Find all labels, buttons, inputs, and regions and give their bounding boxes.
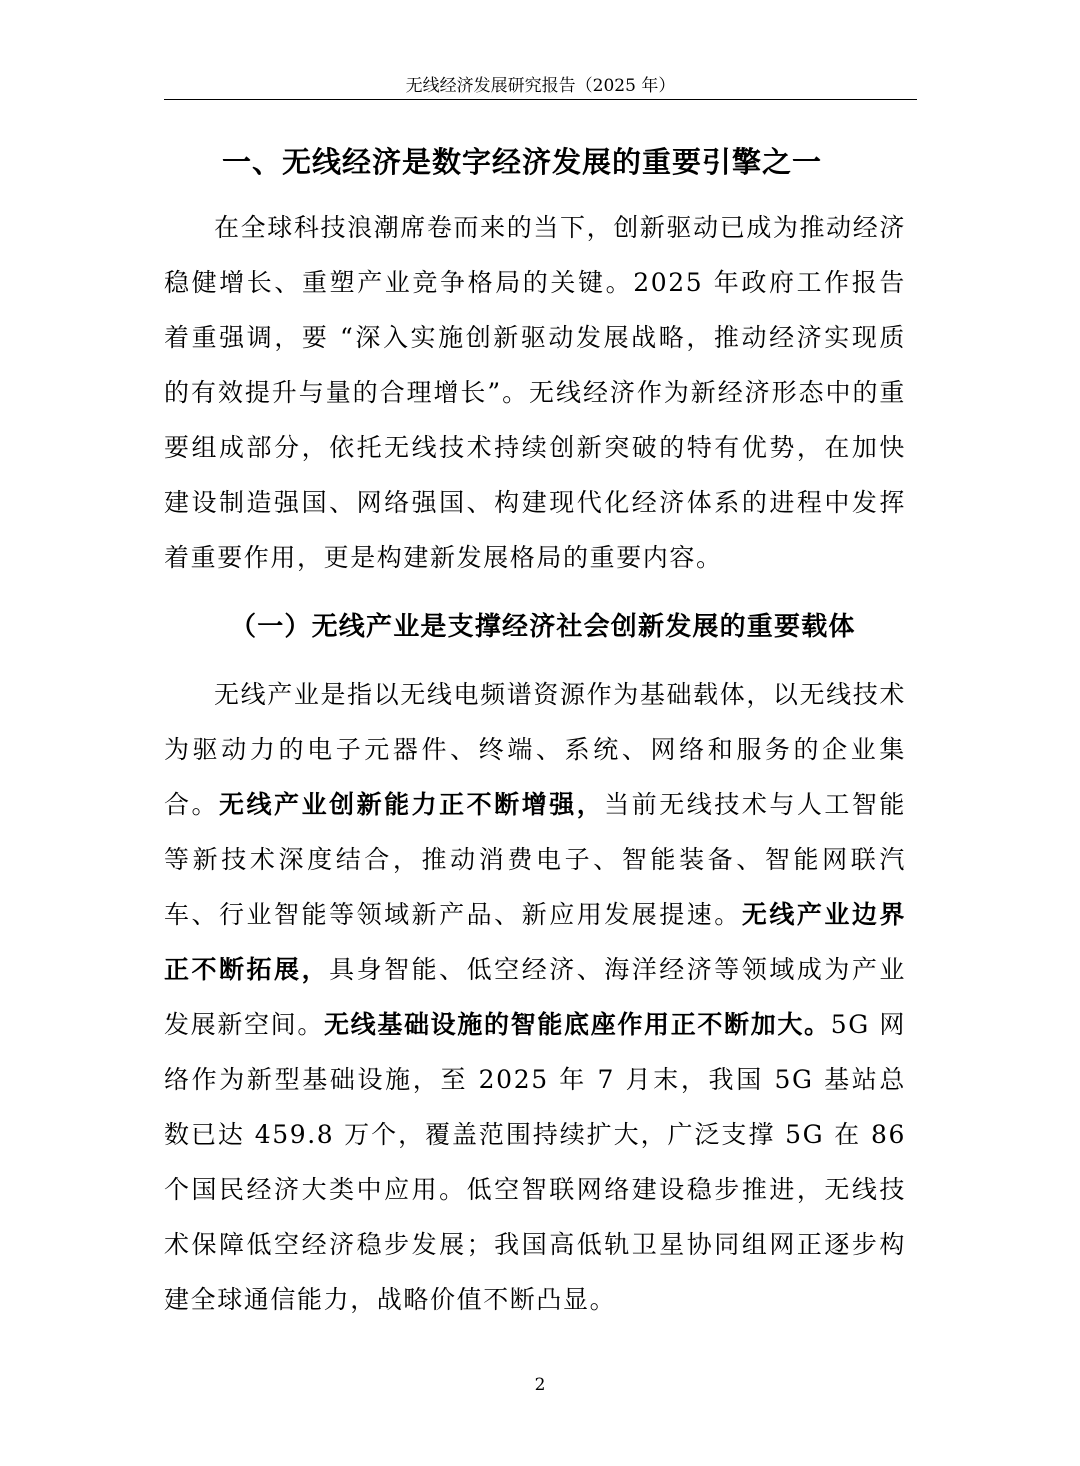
document-body [164, 138, 906, 1327]
subsection-heading: （一）无线产业是支撑经济社会创新发展的重要载体 [230, 612, 856, 642]
bold-key-point: 无线基础设施的智能底座作用正不断加大。 [324, 1010, 831, 1039]
paragraph-text: 具身智能、低空经济、海洋经济等领域成为产业发展新空间。 [164, 955, 906, 1039]
header-rule [164, 99, 917, 100]
page-number: 2 [534, 1375, 546, 1395]
subsection-paragraph [164, 667, 906, 1327]
bold-key-point: 无线产业边界正不断拓展， [164, 900, 906, 984]
paragraph-text: 当前无线技术与人工智能等新技术深度结合，推动消费电子、智能装备、智能网联汽车、行业智能等领域新产品、新应用发展提速。 [164, 790, 906, 929]
running-header: 无线经济发展研究报告（2025 年） [405, 76, 676, 96]
bold-key-point: 无线产业创新能力正不断增强， [219, 790, 605, 819]
paragraph-text: 无线产业是指以无线电频谱资源作为基础载体，以无线技术为驱动力的电子元器件、终端、系统、网络和服务的企业集合。 [164, 680, 906, 819]
paragraph-text: 5G 网络作为新型基础设施，至 2025 年 7 月末，我国 5G 基站总数已达 459.8 万个，覆盖范围持续扩大，广泛支撑 5G 在 86 个国民经济大类中应用。低空智联网络建设稳步推进，无线技术保障低空经济稳步发展；我国高低轨卫星协同组网正逐步构建全球通信能力，战略价值不断凸显。 [164, 1010, 906, 1314]
section-heading: 一、无线经济是数字经济发展的重要引擎之一 [222, 145, 823, 179]
section-paragraph: 在全球科技浪潮席卷而来的当下，创新驱动已成为推动经济稳健增长、重塑产业竞争格局的关键。2025 年政府工作报告着重强调，要 “深入实施创新驱动发展战略，推动经济实现质的有效提升与量的合理增长”。无线经济作为新经济形态中的重要组成部分，依托无线技术持续创新突破的特有优势，在加快建设制造强国、网络强国、构建现代化经济体系的进程中发挥着重要作用，更是构建新发展格局的重要内容。 [164, 213, 906, 572]
